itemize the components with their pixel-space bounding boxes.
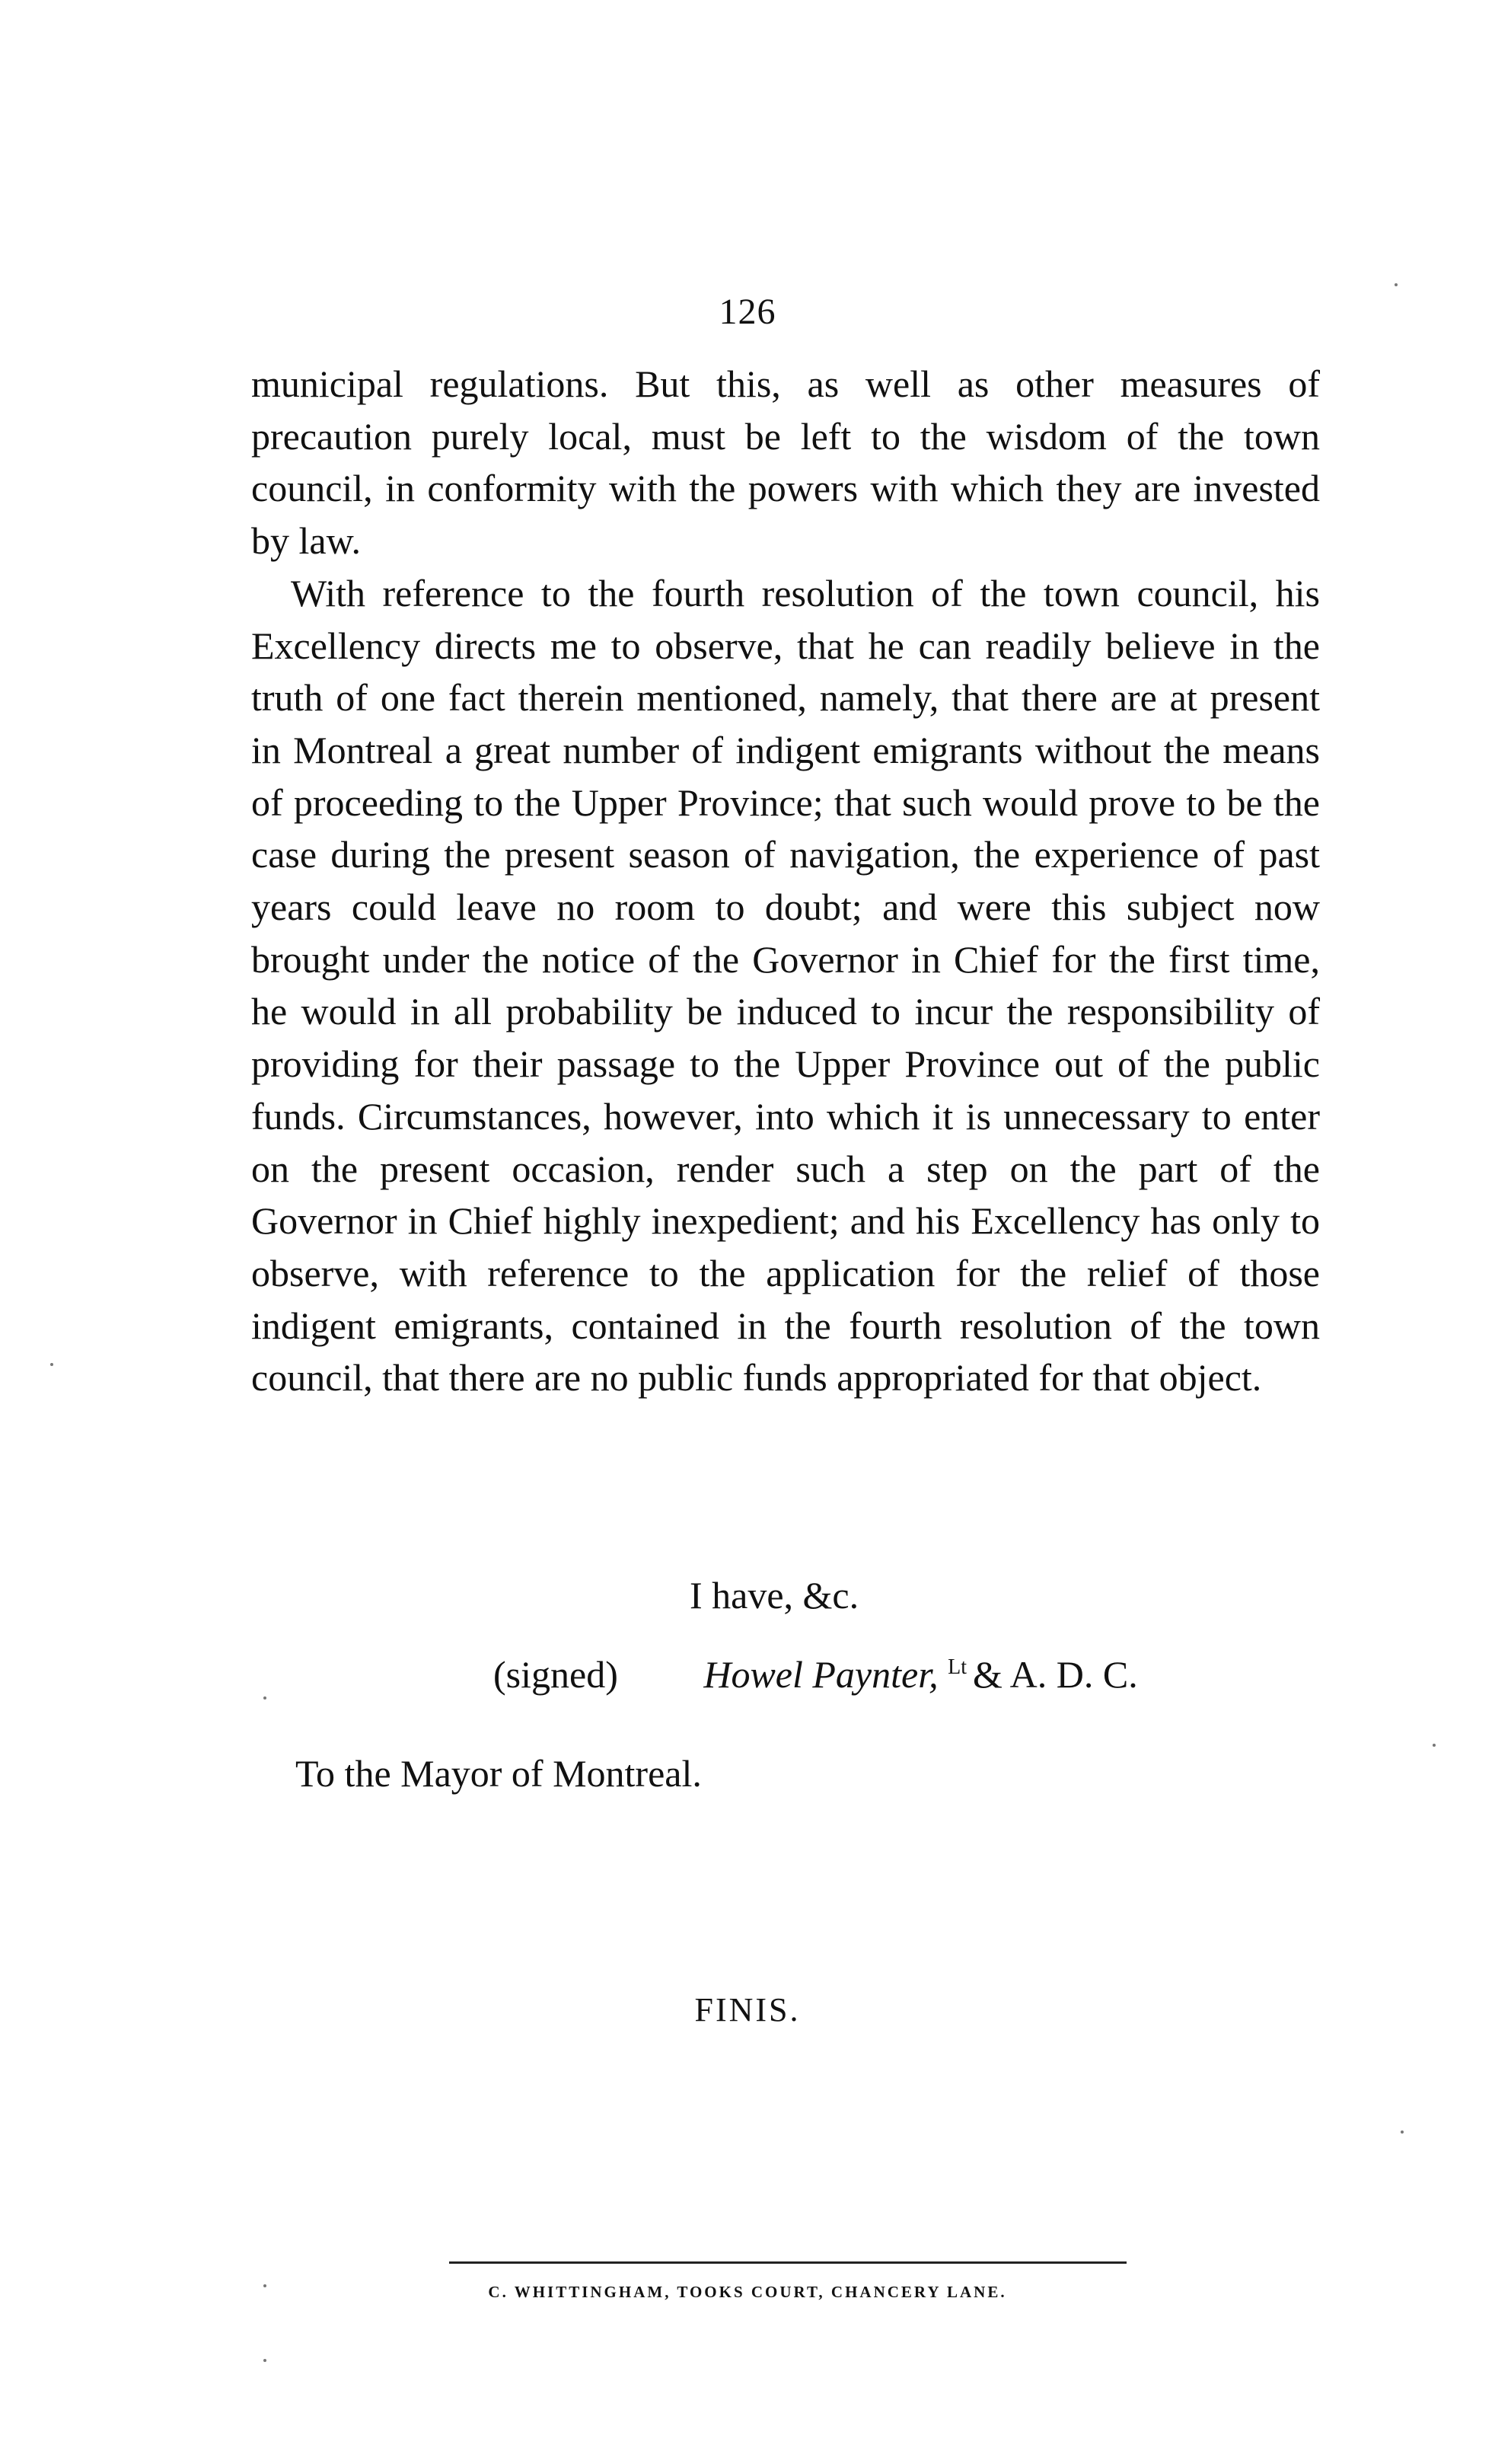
paragraph-fourth-resolution: With reference to the fourth resolution of the town council, his Excellency directs me to observe, that he can readily believe in the truth of one fact therein mentioned, namely, that there are at present in Montreal a great number of indigent emigrants without the means of proceeding to the Upper Province; that such would prove to be the case during the present season of navigation, the experience of past years could leave no room to doubt; and were this subject now brought under the notice of the Governor in Chief for the first time, he would in all probability be induced to incur the responsibility of providing for their passage to the Upper Province out of the public funds. Circumstances, however, into which it is unnecessary to enter on the present occasion, render such a step on the part of the Governor in Chief highly inexpedient; and his Excellency has only to observe, with reference to the application for the relief of those indigent emigrants, contained in the fourth resolution of the town council, that there are no public funds appropriated for that object. — [251, 571, 1320, 1400]
paper-speck — [1433, 1744, 1436, 1747]
signature-line — [493, 1652, 1138, 1696]
paper-speck — [50, 1363, 53, 1366]
paper-speck — [263, 2359, 266, 2362]
paper-speck — [263, 1696, 266, 1700]
signatory-title — [948, 1653, 1138, 1696]
paper-speck — [263, 2284, 266, 2287]
imprint-divider — [449, 2261, 1127, 2264]
addressee: To the Mayor of Montreal. — [295, 1752, 702, 1795]
paragraph-continuation: municipal regulations. But this, as well as other measures of precaution purely local, must be left to the wisdom of the town council, in conformity with the powers with which they are invested by law. — [251, 362, 1320, 563]
signatory-name: Howel Paynter, — [703, 1653, 939, 1696]
finis-heading: FINIS. — [694, 1991, 801, 2028]
letter-closing: I have, &c. — [690, 1574, 859, 1617]
letter-body — [251, 358, 1320, 1404]
rank-abbrev: Lt — [948, 1655, 967, 1679]
rank-text: & A. D. C. — [973, 1653, 1138, 1696]
paper-speck — [1401, 2130, 1404, 2134]
printer-imprint: C. WHITTINGHAM, TOOKS COURT, CHANCERY LANE. — [488, 2283, 1007, 2301]
page-number: 126 — [719, 292, 776, 332]
paper-speck — [1395, 283, 1398, 286]
signed-label: (signed) — [493, 1653, 618, 1696]
